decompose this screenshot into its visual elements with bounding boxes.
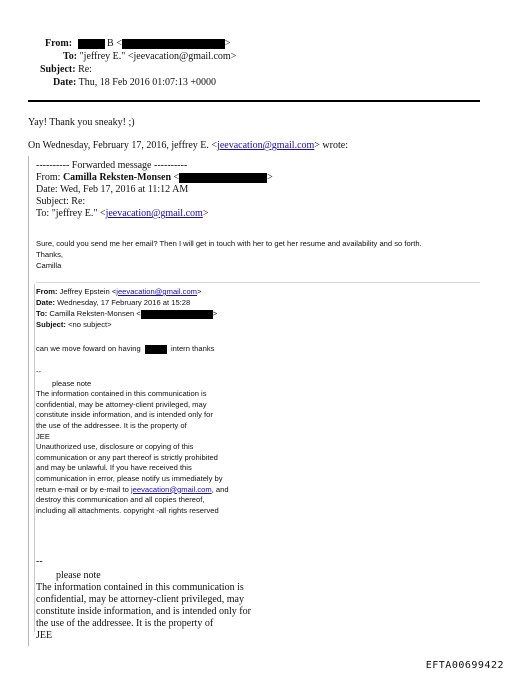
inner-to-end: > xyxy=(212,309,218,318)
header-subject-row xyxy=(40,63,92,76)
redaction-bar xyxy=(122,39,225,49)
forwarded-from xyxy=(36,172,273,184)
inner-from-label: From: xyxy=(36,287,58,296)
disclaimer-small xyxy=(36,367,229,516)
message-signature: Camilla xyxy=(36,261,62,270)
header-date-value: Thu, 18 Feb 2016 01:07:13 +0000 xyxy=(78,77,216,88)
header-to-label: To: xyxy=(63,51,78,62)
disclaimer-dash: -- xyxy=(36,556,43,567)
disclaimer-line: the use of the addressee. It is the property of xyxy=(36,618,214,629)
email-link[interactable]: jeevacation@gmail.com xyxy=(130,484,212,494)
attribution-prefix: On Wednesday, February 17, 2016, jeffrey E. < xyxy=(28,140,218,151)
message-line: Sure, could you send me her email? Then I will get in touch with her to get her resume and availability and so forth. xyxy=(36,239,422,248)
forwarded-date: Date: Wed, Feb 17, 2016 at 11:12 AM xyxy=(36,184,189,195)
header-subject-value: Re: xyxy=(78,64,92,75)
attribution-suffix: > wrote: xyxy=(314,140,348,151)
redaction-bar xyxy=(145,345,167,354)
forwarded-from-label: From: xyxy=(36,172,61,183)
inner-message-before: can we move foward on having xyxy=(36,344,141,353)
disclaimer-line: communication in error, please notify us immediately by xyxy=(36,473,223,483)
redaction-bar xyxy=(179,173,267,183)
quote-divider xyxy=(36,282,480,283)
header-date-label: Date: xyxy=(53,77,77,88)
inner-from-row xyxy=(36,287,201,298)
redaction-bar xyxy=(141,310,213,319)
disclaimer-line: JEE xyxy=(36,431,50,441)
message-line: Thanks, xyxy=(36,250,64,259)
forwarded-from-name: Camilla Reksten-Monsen xyxy=(62,172,172,183)
inner-date-label: Date: xyxy=(36,298,55,307)
disclaimer-line: and may be unlawful. If you have received this xyxy=(36,463,192,473)
inner-message-after: intern thanks xyxy=(170,344,215,353)
disclaimer-line: communication or any part thereof is strictly prohibited xyxy=(36,452,218,462)
forwarded-marker: ---------- Forwarded message ---------- xyxy=(36,160,188,171)
header-to-row xyxy=(63,50,236,63)
forwarded-to-prefix: To: "jeffrey E." < xyxy=(36,208,106,219)
bates-number: EFTA00699422 xyxy=(425,660,504,671)
email-link[interactable]: jeevacation@gmail.com xyxy=(116,287,197,296)
header-from-label: From: xyxy=(45,38,73,49)
header-to-value: "jeffrey E." <jeevacation@gmail.com> xyxy=(79,51,237,62)
disclaimer-line: confidential, may be attorney-client privileged, may xyxy=(36,594,244,605)
disclaimer-line: The information contained in this communication is xyxy=(36,389,207,399)
inner-message xyxy=(36,344,214,355)
inner-subject-label: Subject: xyxy=(36,320,66,329)
inner-from-value: Jeffrey Epstein < xyxy=(57,287,117,296)
forwarded-subject: Subject: Re: xyxy=(36,196,86,207)
disclaimer-note: please note xyxy=(56,570,101,581)
disclaimer-line: The information contained in this communication is xyxy=(36,582,244,593)
email-link[interactable]: jeevacation@gmail.com xyxy=(105,208,203,219)
disclaimer-line: constitute inside information, and is intended only for xyxy=(36,410,213,420)
inner-date-row xyxy=(36,298,190,309)
inner-subject-row xyxy=(36,320,112,331)
header-subject-label: Subject: xyxy=(40,64,76,75)
redaction-bar xyxy=(78,39,105,49)
disclaimer-return-prefix: return e-mail or by e-mail to xyxy=(36,484,131,494)
inner-from-suffix: > xyxy=(197,287,202,296)
header-date-row xyxy=(53,76,216,89)
disclaimer-line: JEE xyxy=(36,630,53,641)
forwarded-to xyxy=(36,208,208,220)
disclaimer-line: constitute inside information, and is intended only for xyxy=(36,606,251,617)
reply-attribution xyxy=(28,140,348,152)
inner-to-row xyxy=(36,309,217,320)
disclaimer-line: the use of the addressee. It is the property of xyxy=(36,420,187,430)
header-from-value: B < xyxy=(107,38,122,49)
inner-to-value: Camilla Reksten-Monsen < xyxy=(47,309,141,318)
disclaimer-line: confidential, may be attorney-client privileged, may xyxy=(36,399,207,409)
reply-text: Yay! Thank you sneaky! ;) xyxy=(28,117,135,128)
forwarded-from-gt: > xyxy=(267,172,273,183)
inner-to-label: To: xyxy=(36,309,48,318)
header-from-row xyxy=(45,37,230,50)
disclaimer-note: please note xyxy=(52,378,92,388)
inner-subject-value: <no subject> xyxy=(65,320,112,329)
disclaimer-line: Unauthorized use, disclosure or copying of this xyxy=(36,442,194,452)
header-from-end: > xyxy=(224,38,231,49)
disclaimer-large xyxy=(36,556,251,642)
email-link[interactable]: jeevacation@gmail.com xyxy=(217,140,315,151)
disclaimer-line: including all attachments. copyright -all rights reserved xyxy=(36,505,219,515)
forwarded-to-suffix: > xyxy=(202,208,209,219)
disclaimer-line xyxy=(36,485,229,496)
forwarded-from-lt: < xyxy=(171,172,180,183)
disclaimer-return-suffix: , and xyxy=(211,484,229,494)
disclaimer-line: destroy this communication and all copies thereof, xyxy=(36,495,205,505)
disclaimer-dash: -- xyxy=(36,367,42,376)
inner-date-value: Wednesday, 17 February 2016 at 15:28 xyxy=(55,298,191,307)
header-divider xyxy=(28,100,480,102)
